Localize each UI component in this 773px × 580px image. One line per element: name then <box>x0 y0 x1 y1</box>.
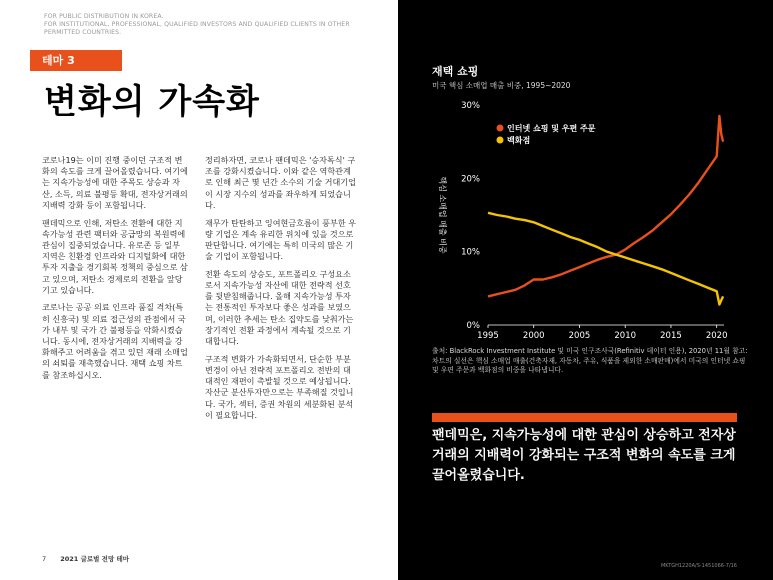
paragraph: 구조적 변화가 가속화되면서, 단순한 부분 변경이 아닌 전략적 포트폴리오 전반의 대대적인 재편이 촉발될 것으로 예상됩니다. 자산군 분산투자만으로는 부족해질 것입니다. 국가, 섹터, 증권 차원의 세분화된 분석이 필요합니다. <box>205 353 354 420</box>
x-tick-label: 2010 <box>614 331 637 341</box>
disclaimer-line-1: FOR PUBLIC DISTRIBUTION IN KOREA. <box>44 13 164 20</box>
line-chart <box>426 95 736 345</box>
theme-badge: 테마 3 <box>30 50 122 71</box>
y-tick-label: 10% <box>461 247 480 258</box>
x-tick-label: 2015 <box>660 331 682 341</box>
disclaimer <box>44 13 384 37</box>
y-axis-label: 핵심 소매업 매출 비중 <box>438 176 447 254</box>
x-tick-label: 2005 <box>568 331 591 341</box>
legend-label: 백화점 <box>507 136 531 145</box>
publication-title: 2021 글로벌 전망 테마 <box>60 555 130 563</box>
y-tick-label: 20% <box>461 174 480 185</box>
x-tick-label: 2000 <box>522 331 545 341</box>
y-tick-label: 0% <box>466 321 480 331</box>
body-column-2 <box>205 155 358 427</box>
disclaimer-line-2: FOR INSTITUTIONAL, PROFESSIONAL, QUALIFIED INVESTORS AND QUALIFIED CLIENTS IN OTHER PERMITTED COUNTRIES. <box>44 21 350 36</box>
body-column-1 <box>42 155 188 387</box>
paragraph: 코로나는 공공 의료 인프라 품질 격차(특히 신흥국) 및 의료 접근성의 관점에서 국가 내부 및 국가 간 불평등을 악화시켰습니다. 동시에, 전자상거래의 지배력을 강화해주고 어려움을 겪고 있던 재래 소매업의 쇠퇴를 재촉했습니다. 재택 쇼핑 차트를 참조하십시오. <box>42 302 188 380</box>
paragraph: 정리하자면, 코로나 팬데믹은 '승자독식' 구조를 강화시켰습니다. 이와 같은 역학관계로 인해 최근 몇 년간 소수의 기술 거대기업이 시장 지수의 성과를 좌우하게 되었습니다. <box>205 155 356 210</box>
legend-label: 인터넷 쇼핑 및 우편 주문 <box>507 124 596 133</box>
x-tick-label: 1995 <box>477 331 499 341</box>
paragraph: 전환 속도의 상승도, 포트폴리오 구성요소로서 지속가능성 자산에 대한 전략적 선호를 뒷받침해줍니다. 올해 지속가능성 투자는 전통적인 투자보다 좋은 성과를 보였으며, 이러한 추세는 탄소 집약도를 낮춰가는 장기적인 전환 과정에서 계속될 것으로 기대합니다. <box>205 268 354 347</box>
legend-department-marker <box>497 137 504 144</box>
chart-title: 재택 쇼핑 <box>432 65 479 78</box>
chart-subtitle: 미국 핵심 소매업 매출 비중, 1995~2020 <box>432 81 571 90</box>
paragraph: 코로나19는 이미 진행 중이던 구조적 변화의 속도를 크게 끌어올렸습니다. 여기에는 지속가능성에 대한 주목도 상승과 자산, 소득, 의료 불평등 확대, 전자상거래의 지배력 강화 등이 포함됩니다. <box>42 155 188 210</box>
paragraph: 재무가 탄탄하고 잉여현금흐름이 풍부한 우량 기업은 계속 유리한 위치에 있을 것으로 판단합니다. 여기에는 특히 미국의 많은 기술 기업이 포함됩니다. <box>205 217 357 262</box>
department-store-series-line <box>488 213 723 305</box>
paragraph: 팬데믹으로 인해, 저탄소 전환에 대한 지속가능성 관련 팩터와 공급망의 복원력에 관심이 집중되었습니다. 유로존 등 일부 지역은 친환경 인프라와 디지털화에 대한 투자 지출을 경기회복 정책의 중심으로 삼고 있으며, 저탄소 경제로의 전환을 앞당기고 있습니다. <box>42 217 188 295</box>
pull-quote: 팬데믹은, 지속가능성에 대한 관심이 상승하고 전자상거래의 지배력이 강화되는 구조적 변화의 속도를 크게 끌어올렸습니다. <box>432 428 736 483</box>
legend-internet-marker <box>497 125 504 132</box>
y-tick-label: 30% <box>461 101 480 111</box>
document-code: MKTGH1220A/S-1451066-7/16 <box>660 563 737 569</box>
page-number: 7 <box>42 555 47 563</box>
accent-rule <box>432 413 737 422</box>
chart-source: 출처: BlackRock Investment Institute 및 미국 인구조사국(Refinitiv 데이터 인용), 2020년 11월 참고: 차트의 실선은 핵심 소매업 매출(건축자재, 자동차, 주유, 식품을 제외한 소매판매)에서 미국의 인터넷 쇼핑 및 우편 주문과 백화점의 비중을 나타냅니다. <box>432 347 748 374</box>
page-title: 변화의 가속화 <box>44 82 260 122</box>
page-footer <box>42 554 129 563</box>
x-tick-label: 2020 <box>705 331 728 341</box>
